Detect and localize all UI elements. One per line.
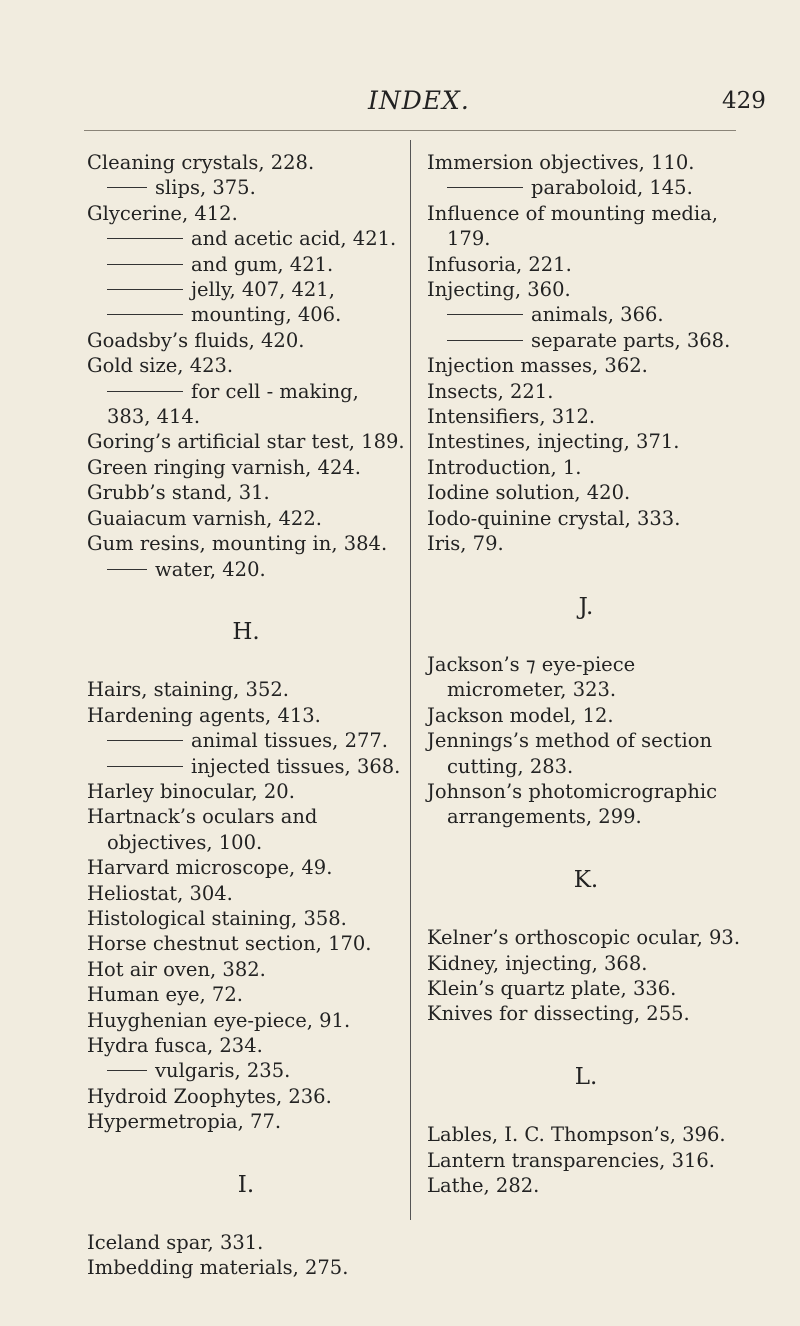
- index-entry: [87, 429, 405, 454]
- ditto-dash: [107, 187, 147, 188]
- index-entry: [87, 201, 405, 226]
- index-entry: [427, 429, 745, 454]
- index-entry: [427, 779, 745, 830]
- index-entry-text: Hydroid Zoophytes, 236.: [87, 1084, 332, 1108]
- index-entry-text: Hairs, staining, 352.: [87, 678, 289, 702]
- index-entry: [87, 480, 405, 505]
- index-entry: [427, 976, 745, 1001]
- index-entry-text: Klein’s quartz plate, 336.: [427, 976, 677, 1000]
- index-entry: [427, 252, 745, 277]
- index-column-left: [87, 150, 405, 1281]
- index-entry: [427, 728, 745, 779]
- index-entry-text: Iodine solution, 420.: [427, 481, 631, 505]
- ditto-dash: [107, 740, 183, 741]
- index-entry-text: Hardening agents, 413.: [87, 703, 321, 727]
- index-entry-text: paraboloid, 145.: [531, 176, 693, 200]
- index-entry-text: jelly, 407, 421,: [191, 278, 335, 302]
- index-entry: [427, 353, 745, 378]
- index-entry: [427, 531, 745, 556]
- index-entry: [427, 1122, 745, 1147]
- index-entry: [87, 855, 405, 880]
- index-entry-text: Johnson’s photomicrographic arrangements, 299.: [427, 779, 718, 829]
- index-entry-text: and acetic acid, 421.: [191, 227, 397, 251]
- index-entry-text: Intensifiers, 312.: [427, 405, 596, 429]
- index-entry: [87, 881, 405, 906]
- index-entry: [87, 1109, 405, 1134]
- index-entry-text: injected tissues, 368.: [191, 754, 401, 778]
- section-letter: K.: [573, 866, 599, 893]
- index-entry: [427, 455, 745, 480]
- index-entry: [427, 201, 745, 252]
- index-entry: [87, 175, 405, 200]
- index-entry-text: Jackson’s ⁊ eye-piece micrometer, 323.: [427, 652, 636, 702]
- index-entry-text: Hypermetropia, 77.: [87, 1110, 282, 1134]
- index-entry-text: for cell - making, 383, 414.: [107, 379, 359, 429]
- index-entry: [427, 1173, 745, 1198]
- index-entry-text: Horse chestnut section, 170.: [87, 932, 372, 956]
- index-entry: [427, 328, 745, 353]
- index-entry: [427, 302, 745, 327]
- index-entry: [87, 506, 405, 531]
- index-entry: [87, 328, 405, 353]
- index-entry: [427, 480, 745, 505]
- index-entry-text: separate parts, 368.: [531, 328, 731, 352]
- header-rule: [84, 130, 736, 131]
- index-entry-text: Histological staining, 358.: [87, 906, 347, 930]
- index-entry-text: Goadsby’s fluids, 420.: [87, 328, 305, 352]
- index-entry: [87, 931, 405, 956]
- ditto-dash: [107, 238, 183, 239]
- index-entry: [87, 754, 405, 779]
- index-entry-text: Gold size, 423.: [87, 354, 234, 378]
- index-entry: [87, 557, 405, 582]
- index-entry-text: Immersion objectives, 110.: [427, 151, 695, 174]
- index-entry: [87, 150, 405, 175]
- index-entry: [427, 175, 745, 200]
- index-entry: [87, 226, 405, 251]
- index-entry: [87, 1058, 405, 1083]
- section-letter: J.: [578, 593, 594, 620]
- index-entry-text: Injection masses, 362.: [427, 354, 648, 378]
- index-entry-text: Human eye, 72.: [87, 983, 243, 1007]
- index-entry-text: Jackson model, 12.: [427, 703, 614, 727]
- ditto-dash: [447, 340, 523, 341]
- index-entry-text: Injecting, 360.: [427, 278, 571, 302]
- index-entry-text: Iodo-quinine crystal, 333.: [427, 506, 681, 530]
- ditto-dash: [107, 314, 183, 315]
- index-entry: [427, 1001, 745, 1026]
- ditto-dash: [107, 766, 183, 767]
- index-entry-text: Iceland spar, 331.: [87, 1231, 264, 1255]
- index-entry-text: Infusoria, 221.: [427, 252, 572, 276]
- index-entry-text: Huyghenian eye-piece, 91.: [87, 1008, 351, 1032]
- index-entry-text: Hot air oven, 382.: [87, 957, 266, 981]
- ditto-dash: [107, 1070, 147, 1071]
- index-entry: [87, 531, 405, 556]
- index-entry-text: Cleaning crystals, 228.: [87, 151, 315, 174]
- index-entry: [87, 302, 405, 327]
- running-title: INDEX.: [368, 86, 470, 115]
- index-entry: [87, 982, 405, 1007]
- index-entry-text: Introduction, 1.: [427, 455, 582, 479]
- index-entry: [87, 957, 405, 982]
- index-entry: [427, 925, 745, 950]
- index-entry: [87, 779, 405, 804]
- section-letter: H.: [232, 618, 260, 645]
- index-entry: [87, 1230, 405, 1255]
- index-entry-text: Kidney, injecting, 368.: [427, 951, 648, 975]
- index-entry-text: Grubb’s stand, 31.: [87, 481, 270, 505]
- index-entry: [427, 652, 745, 703]
- index-entry: [87, 277, 405, 302]
- index-entry-text: Gum resins, mounting in, 384.: [87, 532, 388, 556]
- index-entry-text: Hydra fusca, 234.: [87, 1034, 263, 1057]
- index-entry-text: animals, 366.: [531, 303, 664, 327]
- page-number: 429: [722, 88, 766, 114]
- index-entry-text: and gum, 421.: [191, 252, 334, 276]
- ditto-dash: [447, 187, 523, 188]
- index-entry-text: Insects, 221.: [427, 379, 554, 403]
- index-entry-text: Harley binocular, 20.: [87, 779, 295, 803]
- index-entry-text: Harvard microscope, 49.: [87, 856, 333, 880]
- index-entry: [87, 804, 405, 855]
- index-entry-text: Heliostat, 304.: [87, 881, 233, 905]
- index-entry-text: Lables, I. C. Thompson’s, 396.: [427, 1123, 726, 1147]
- index-entry-text: Glycerine, 412.: [87, 201, 238, 225]
- index-entry-text: Influence of mounting media, 179.: [427, 201, 718, 251]
- index-entry: [87, 379, 405, 430]
- index-entry-text: Jennings’s method of section cutting, 283.: [427, 729, 713, 778]
- index-entry: [427, 703, 745, 728]
- ditto-dash: [447, 314, 523, 315]
- ditto-dash: [107, 569, 147, 570]
- index-entry-text: vulgaris, 235.: [155, 1059, 291, 1083]
- index-entry-text: Green ringing varnish, 424.: [87, 455, 361, 479]
- index-entry-text: water, 420.: [155, 557, 266, 581]
- index-entry: [87, 728, 405, 753]
- index-entry-text: Imbedding materials, 275.: [87, 1256, 349, 1280]
- index-entry-text: mounting, 406.: [191, 303, 342, 327]
- index-entry-text: Lantern transparencies, 316.: [427, 1148, 715, 1172]
- index-entry: [87, 906, 405, 931]
- index-entry: [427, 506, 745, 531]
- ditto-dash: [107, 289, 183, 290]
- index-entry-text: Guaiacum varnish, 422.: [87, 506, 322, 530]
- index-entry: [87, 455, 405, 480]
- ditto-dash: [107, 391, 183, 392]
- column-divider: [410, 140, 411, 1220]
- section-letter: L.: [574, 1063, 598, 1090]
- index-entry: [87, 1033, 405, 1058]
- index-entry-text: animal tissues, 277.: [191, 729, 388, 753]
- index-entry: [87, 703, 405, 728]
- page-header: [0, 86, 800, 120]
- index-entry-text: slips, 375.: [155, 176, 256, 200]
- index-entry-text: Intestines, injecting, 371.: [427, 430, 680, 454]
- index-entry: [87, 677, 405, 702]
- index-entry: [427, 277, 745, 302]
- index-entry: [427, 404, 745, 429]
- index-entry-text: Knives for dissecting, 255.: [427, 1002, 690, 1026]
- index-entry: [87, 1255, 405, 1280]
- index-entry: [87, 1084, 405, 1109]
- index-entry: [87, 353, 405, 378]
- index-entry: [87, 252, 405, 277]
- index-entry-text: Iris, 79.: [427, 532, 504, 556]
- section-letter: I.: [237, 1171, 255, 1198]
- index-entry-text: Hartnack’s oculars and objectives, 100.: [87, 805, 318, 854]
- index-column-right: [427, 150, 745, 1198]
- index-entry: [427, 379, 745, 404]
- index-entry: [427, 951, 745, 976]
- index-entry-text: Lathe, 282.: [427, 1174, 540, 1197]
- index-entry: [427, 150, 745, 175]
- index-entry: [87, 1008, 405, 1033]
- index-entry: [427, 1148, 745, 1173]
- index-entry-text: Goring’s artificial star test, 189.: [87, 430, 405, 454]
- index-entry-text: Kelner’s orthoscopic ocular, 93.: [427, 926, 741, 950]
- ditto-dash: [107, 264, 183, 265]
